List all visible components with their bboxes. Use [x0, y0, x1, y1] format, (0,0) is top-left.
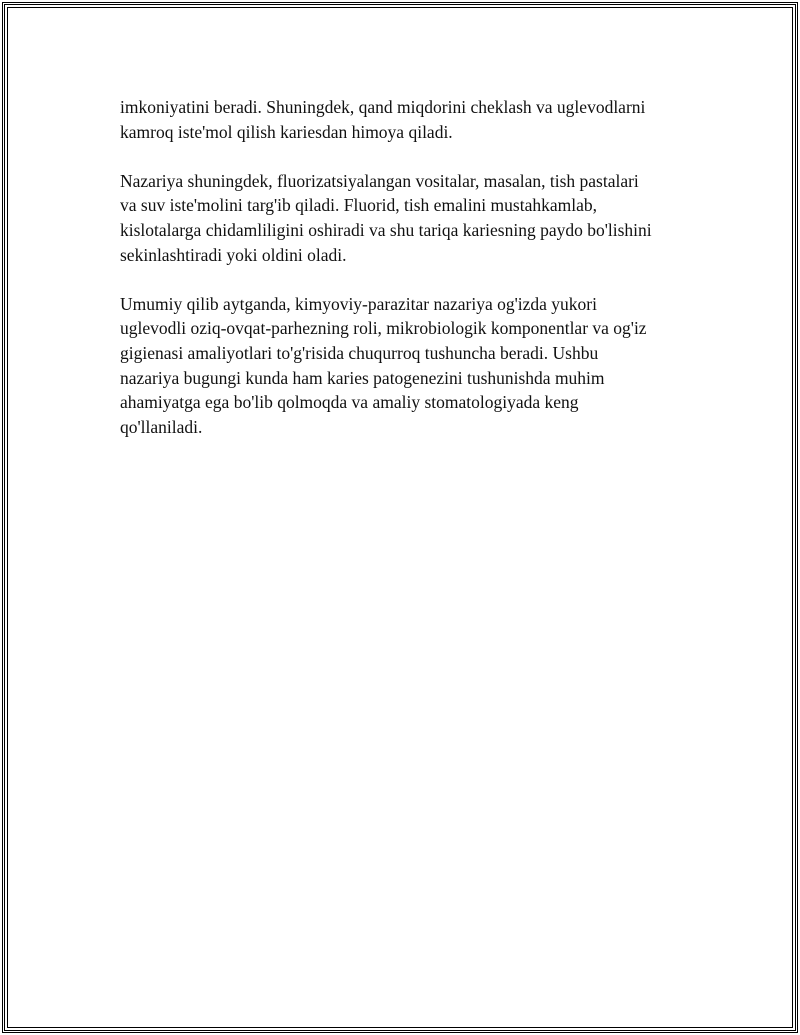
page-frame	[2, 2, 798, 1033]
document-body	[120, 95, 700, 464]
paragraph-2: Nazariya shuningdek, fluorizatsiyalangan vositalar, masalan, tish pastalari va suv iste'molini targ'ib qiladi. Fluorid, tish emalini mustahkamlab, kislotalarga chidamliligini oshiradi va shu tariqa kariesning paydo bo'lishini sekinlashtiradi yoki oldini oladi.	[120, 170, 652, 265]
paragraph-3: Umumiy qilib aytganda, kimyoviy-parazitar nazariya og'izda yukori uglevodli oziq-ovqat-parhezning roli, mikrobiologik komponentlar va og'iz gigienasi amaliyotlari to'g'risida chuqurroq tushuncha beradi. Ushbu nazariya bugungi kunda ham karies patogenezini tushunishda muhim ahamiyatga ega bo'lib qolmoqda va amaliy stomatologiyada keng qo'llaniladi.	[120, 293, 647, 437]
paragraph-1: imkoniyatini beradi. Shuningdek, qand miqdorini cheklash va uglevodlarni kamroq iste'mol qilish kariesdan himoya qiladi.	[120, 97, 646, 142]
